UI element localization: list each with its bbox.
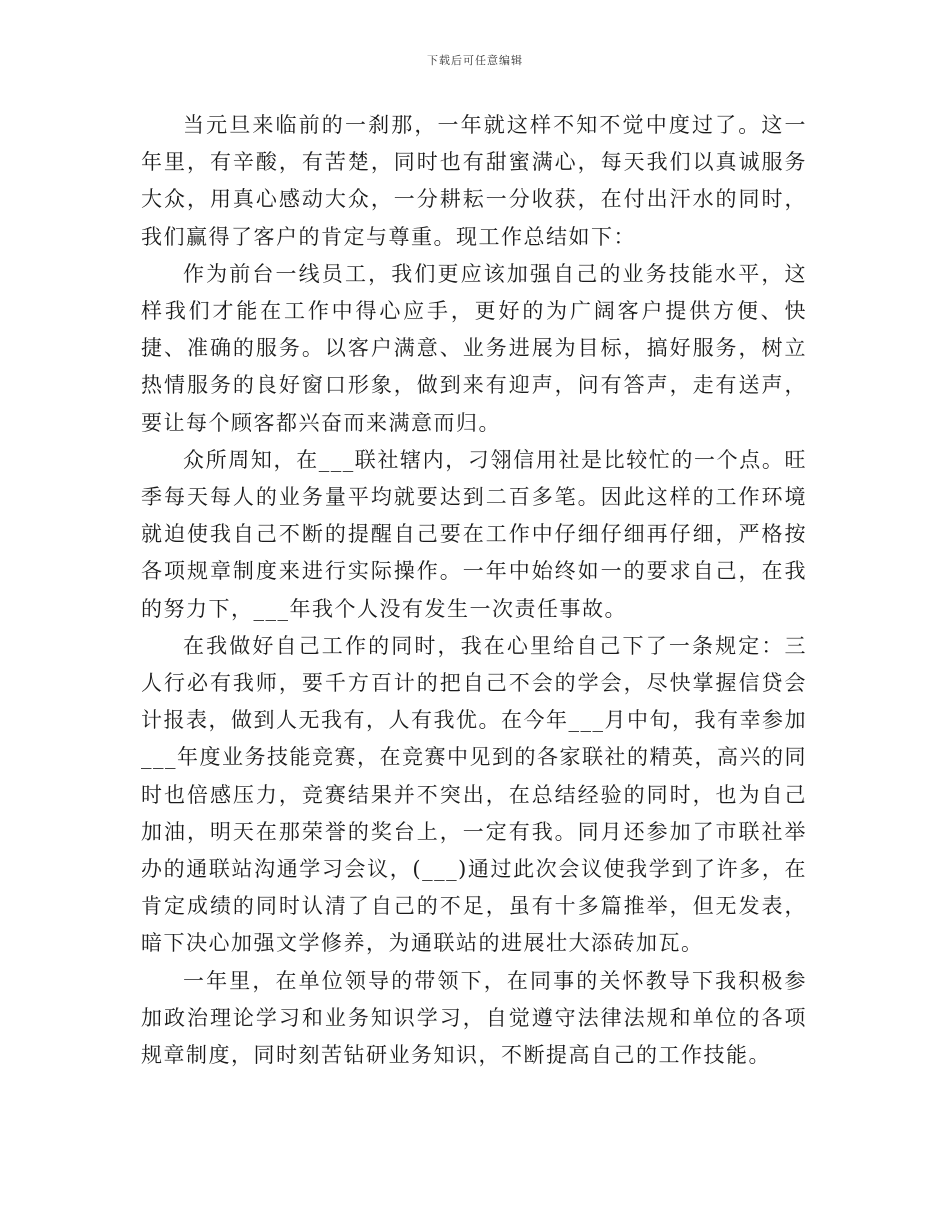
paragraph-5: 一年里，在单位领导的带领下，在同事的关怀教导下我积极参加政治理论学习和业务知识学习，自觉遵守法律法规和单位的各项规章制度，同时刻苦钻研业务知识，不断提高自己的工作技能。 [141,968,807,1068]
paragraph-2: 作为前台一线员工，我们更应该加强自己的业务技能水平，这样我们才能在工作中得心应手，更好的为广阔客户提供方便、快捷、准确的服务。以客户满意、业务进展为目标，搞好服务，树立热情服务的良好窗口形象，做到来有迎声，问有答声，走有送声，要让每个顾客都兴奋而来满意而归。 [141,261,807,435]
header-note: 下载后可任意编辑 [427,54,523,67]
paragraph-3: 众所周知，在___联社辖内，刁翎信用社是比较忙的一个点。旺季每天每人的业务量平均就要达到二百多笔。因此这样的工作环境就迫使我自己不断的提醒自己要在工作中仔细仔细再仔细，严格按各项规章制度来进行实际操作。一年中始终如一的要求自己，在我的努力下，___年我个人没有发生一次责任事故。 [141,447,807,621]
document-body [141,107,807,1074]
paragraph-1: 当元旦来临前的一刹那，一年就这样不知不觉中度过了。这一年里，有辛酸，有苦楚，同时也有甜蜜满心，每天我们以真诚服务大众，用真心感动大众，一分耕耘一分收获，在付出汗水的同时，我们赢得了客户的肯定与尊重。现工作总结如下： [141,113,807,249]
paragraph-4: 在我做好自己工作的同时，我在心里给自己下了一条规定：三人行必有我师，要千方百计的把自己不会的学会，尽快掌握信贷会计报表，做到人无我有，人有我优。在今年___月中旬，我有幸参加___年度业务技能竞赛，在竞赛中见到的各家联社的精英，高兴的同时也倍感压力，竞赛结果并不突出，在总结经验的同时，也为自己加油，明天在那荣誉的奖台上，一定有我。同月还参加了市联社举办的通联站沟通学习会议，(___)通过此次会议使我学到了许多，在肯定成绩的同时认清了自己的不足，虽有十多篇推举，但无发表，暗下决心加强文学修养，为通联站的进展壮大添砖加瓦。 [141,633,807,956]
